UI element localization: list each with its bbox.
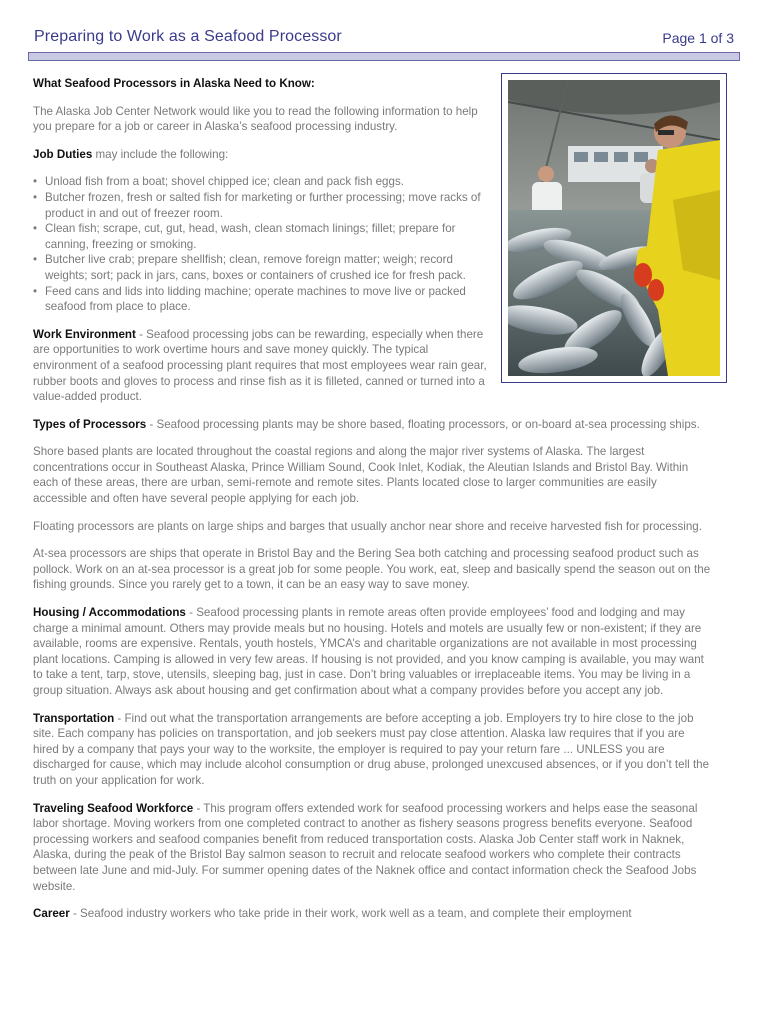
term-label: Job Duties [33,147,93,161]
paragraph-text: - Seafood processing plants in remote areas often provide employees’ food and lodging and may charge a minimal amount. Others may provide meals but no housing. Hotels and motels are usually few or non-existent; if they are available, rooms are expensive. Rentals, youth hostels, YMCA’s and charitable organizations are not available in most processing plant locations. Camping is allowed in very few areas. If housing is not provided, and you know camping is available, you may want to take a tent, tarp, stove, utensils, sleeping bag, just in case. Don’t bring valuables or irreplaceable items. You may be living in a group situation. Always ask about housing and get confirmation about what a company provides before you accept any job. [33,606,704,697]
section-heading: What Seafood Processors in Alaska Need to Know: [33,77,315,90]
list-item: • Feed cans and lids into lidding machine; operate machines to move live or packed seafood from place to place. [33,284,495,315]
paragraph-text: - Seafood processing jobs can be rewarding, especially when there are opportunities to work overtime hours and save money quickly. The typical environment of a seafood processing plant requires that most employees wear rain gear, rubber boots and gloves to process and rinse fish as it is filleted, canned or turned into a value-added product. [33,327,487,404]
document-body [33,76,713,934]
types-of-processors-paragraph [33,417,713,433]
at-sea-processors-paragraph: At-sea processors are ships that operate in Bristol Bay and the Bering Sea both catching and processing seafood product such as pollock. Work on an at-sea processor is a great job for some people. You work, eat, sleep and basically spend the season out on the fishing grounds. Since you rarely get to a town, it can be an easy way to save money. [33,547,711,592]
list-item: • Clean fish; scrape, cut, gut, head, wash, clean stomach linings; fillet; prepare for canning, freezing or smoking. [33,221,495,252]
traveling-workforce-paragraph [33,801,713,895]
term-label: Career [33,907,70,921]
job-duties-list [33,174,495,314]
job-duties-lead [33,147,495,163]
list-item: • Butcher frozen, fresh or salted fish for marketing or further processing; move racks of product in and out of freezer room. [33,190,495,221]
paragraph-text: - Find out what the transportation arrangements are before accepting a job. Employers try to hire close to the job site. Each company has policies on transportation, and job seekers must pay close attention. Alaska law requires that if you are hired by a company that pays your way to the worksite, the employer is required to pay your return fare ... UNLESS you are discharged for cause, which may include alcohol consumption or drug abuse, prolonged unexcused absences, or if you don’t tell the truth on your application for work. [33,711,710,787]
term-label: Housing / Accommodations [33,606,186,620]
shore-based-paragraph: Shore based plants are located throughout the coastal regions and along the major river systems of Alaska. The largest concentrations occur in Southeast Alaska, Prince William Sound, Cook Inlet, Kodiak, the Aleutian Islands and Bristol Bay. Within each of these areas, there are urban, semi-remote and remote sites. Plants located close to larger communities are easily accessible and often have several people applying for each job. [33,445,689,506]
term-label: Types of Processors [33,417,147,431]
intro-paragraph: The Alaska Job Center Network would like you to read the following information to help you prepare for a job or career in Alaska’s seafood processing industry. [33,104,478,134]
header-rule [28,52,740,61]
paragraph-text: - Seafood processing plants may be shore based, floating processors, or on-board at-sea processing ships. [146,417,700,431]
work-environment-paragraph [33,327,495,405]
housing-paragraph [33,605,713,699]
lead-text: may include the following: [92,147,229,161]
paragraph-text: - Seafood industry workers who take pride in their work, work well as a team, and complete their employment [69,907,632,921]
term-label: Traveling Seafood Workforce [33,801,194,815]
page-number: Page 1 of 3 [662,30,734,46]
term-label: Work Environment [33,327,136,341]
career-paragraph [33,906,713,922]
list-item: • Unload fish from a boat; shovel chipped ice; clean and pack fish eggs. [33,174,495,190]
term-label: Transportation [33,711,115,725]
document-title: Preparing to Work as a Seafood Processor [34,28,342,45]
paragraph-text: - This program offers extended work for seafood processing workers and helps ease the seasonal labor shortage. Moving workers from one completed contract to another as fishery seasons progress benefits everyone. Seafood processing workers and seafood companies benefit from reduced transportation costs. Alaska Job Center staff work in Naknek, Alaska, during the peak of the Bristol Bay salmon season to recruit and relocate seafood workers who complete their contracts between late June and mid-July. For summer opening dates of the Naknek office and contact information check the Seafood Jobs website. [33,801,698,893]
transportation-paragraph [33,711,713,789]
page-header [28,22,740,52]
floating-processors-paragraph: Floating processors are plants on large ships and barges that usually anchor near shore and receive harvested fish for processing. [33,519,702,533]
list-item: • Butcher live crab; prepare shellfish; clean, remove foreign matter; weigh; record weights; sort; pack in jars, cans, boxes or containers of crushed ice for fresh pack. [33,252,495,283]
